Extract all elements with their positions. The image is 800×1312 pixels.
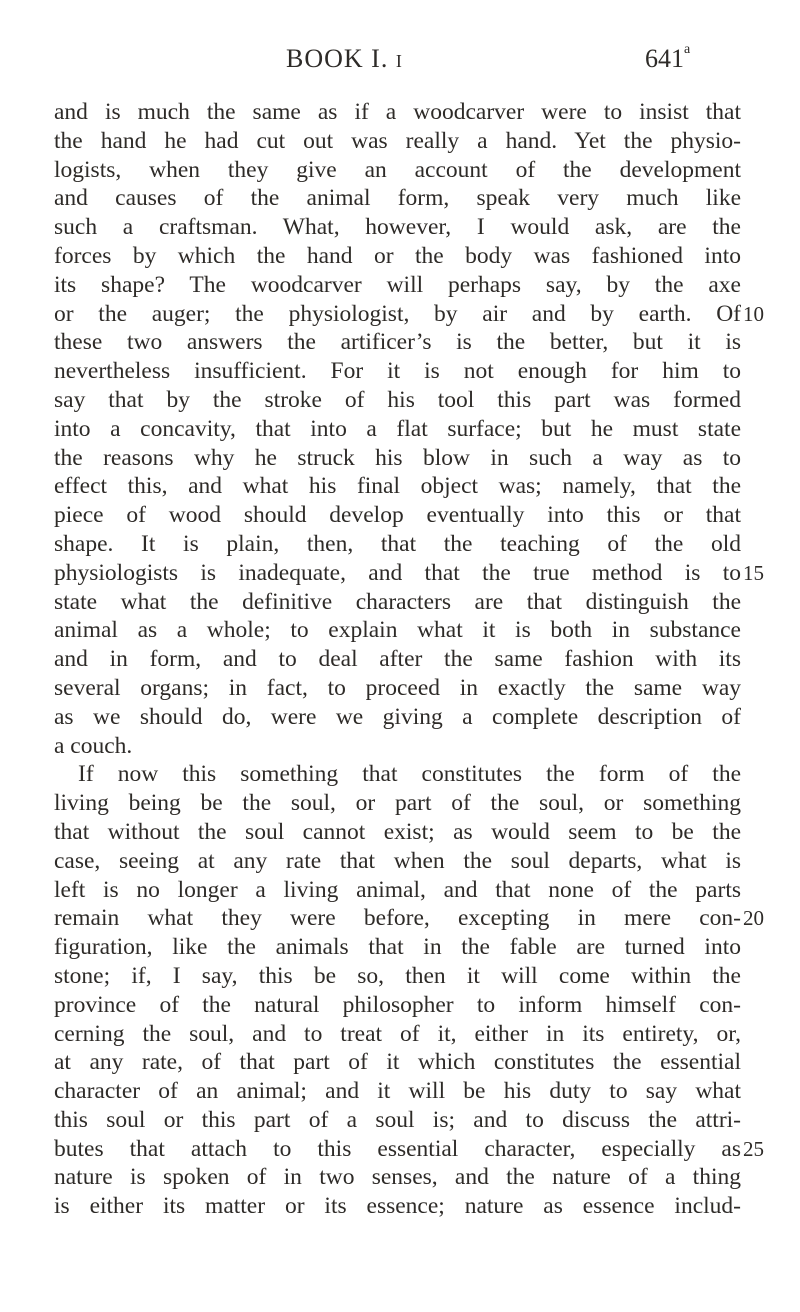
text-line: If now this something that constitutes the form of the [78, 761, 741, 788]
text-line: cerning the soul, and to treat of it, either in its entirety, or, [54, 1020, 741, 1047]
text-line: shape. It is plain, then, that the teaching of the old [54, 530, 741, 557]
line-number: 25 [743, 1136, 764, 1161]
text-line: and causes of the animal form, speak very much like [54, 185, 741, 212]
text-line: say that by the stroke of his tool this part was formed [54, 386, 741, 413]
running-head [0, 44, 800, 84]
text-line: figuration, like the animals that in the fable are turned into [54, 934, 741, 961]
text-line: into a concavity, that into a flat surface; but he must state [54, 415, 741, 442]
text-line: such a craftsman. What, however, I would ask, are the [54, 214, 741, 241]
text-line: and is much the same as if a woodcarver were to insist that [54, 99, 741, 125]
text-line: piece of wood should develop eventually into this or that [54, 502, 741, 529]
text-line: living being be the soul, or part of the soul, or something [54, 790, 741, 817]
text-line: butes that attach to this essential character, especially as 25 [54, 1135, 764, 1162]
text-line: state what the definitive characters are that distinguish the [54, 588, 741, 615]
line-number: 15 [743, 560, 764, 585]
text-line: and in form, and to deal after the same fashion with its [54, 646, 741, 673]
text-line: stone; if, I say, this be so, then it will come within the [54, 962, 741, 989]
text-line: a couch. [54, 732, 133, 759]
book-chapter-heading: BOOK I. i [286, 44, 403, 73]
text-line: physiologists is inadequate, and that the true method is to 15 [54, 559, 764, 586]
text-line: several organs; in fact, to proceed in exactly the same way [54, 674, 741, 701]
text-line: as we should do, were we giving a complete description of [54, 703, 741, 730]
text-line: or the auger; the physiologist, by air and by earth. Of 10 [54, 300, 764, 327]
text-line: this soul or this part of a soul is; and to discuss the attri- [54, 1106, 741, 1133]
line-number: 10 [743, 301, 764, 326]
text-line: nevertheless insufficient. For it is not enough for him to [54, 358, 741, 385]
text-line: province of the natural philosopher to inform himself con- [54, 991, 741, 1018]
text-line: remain what they were before, excepting in mere con- 20 [54, 905, 764, 932]
body-text [54, 98, 764, 1221]
text-line: at any rate, of that part of it which constitutes the essential [54, 1049, 741, 1076]
text-line: the hand he had cut out was really a hand. Yet the physio- [54, 127, 741, 154]
text-line: that without the soul cannot exist; as would seem to be the [54, 818, 741, 845]
text-line: these two answers the artificer’s is the better, but it is [54, 329, 741, 356]
page-number: 641 [645, 44, 684, 73]
text-line: is either its matter or its essence; nature as essence includ- [54, 1193, 741, 1220]
page-reference [645, 44, 690, 74]
text-line: forces by which the hand or the body was fashioned into [54, 242, 741, 269]
text-line: logists, when they give an account of the development [54, 156, 741, 183]
text-line: effect this, and what his final object was; namely, that the [54, 473, 741, 500]
text-line: case, seeing at any rate that when the soul departs, what is [54, 847, 741, 874]
line-number: 20 [743, 906, 764, 931]
text-line: character of an animal; and it will be his duty to say what [54, 1078, 741, 1105]
text-line: the reasons why he struck his blow in such a way as to [54, 444, 741, 471]
text-line: animal as a whole; to explain what it is both in substance [54, 617, 741, 644]
column-marker: a [684, 42, 691, 58]
text-line: nature is spoken of in two senses, and the nature of a thing [54, 1164, 741, 1191]
text-line: its shape? The woodcarver will perhaps say, by the axe [54, 271, 741, 298]
text-line: left is no longer a living animal, and that none of the parts [54, 876, 741, 903]
